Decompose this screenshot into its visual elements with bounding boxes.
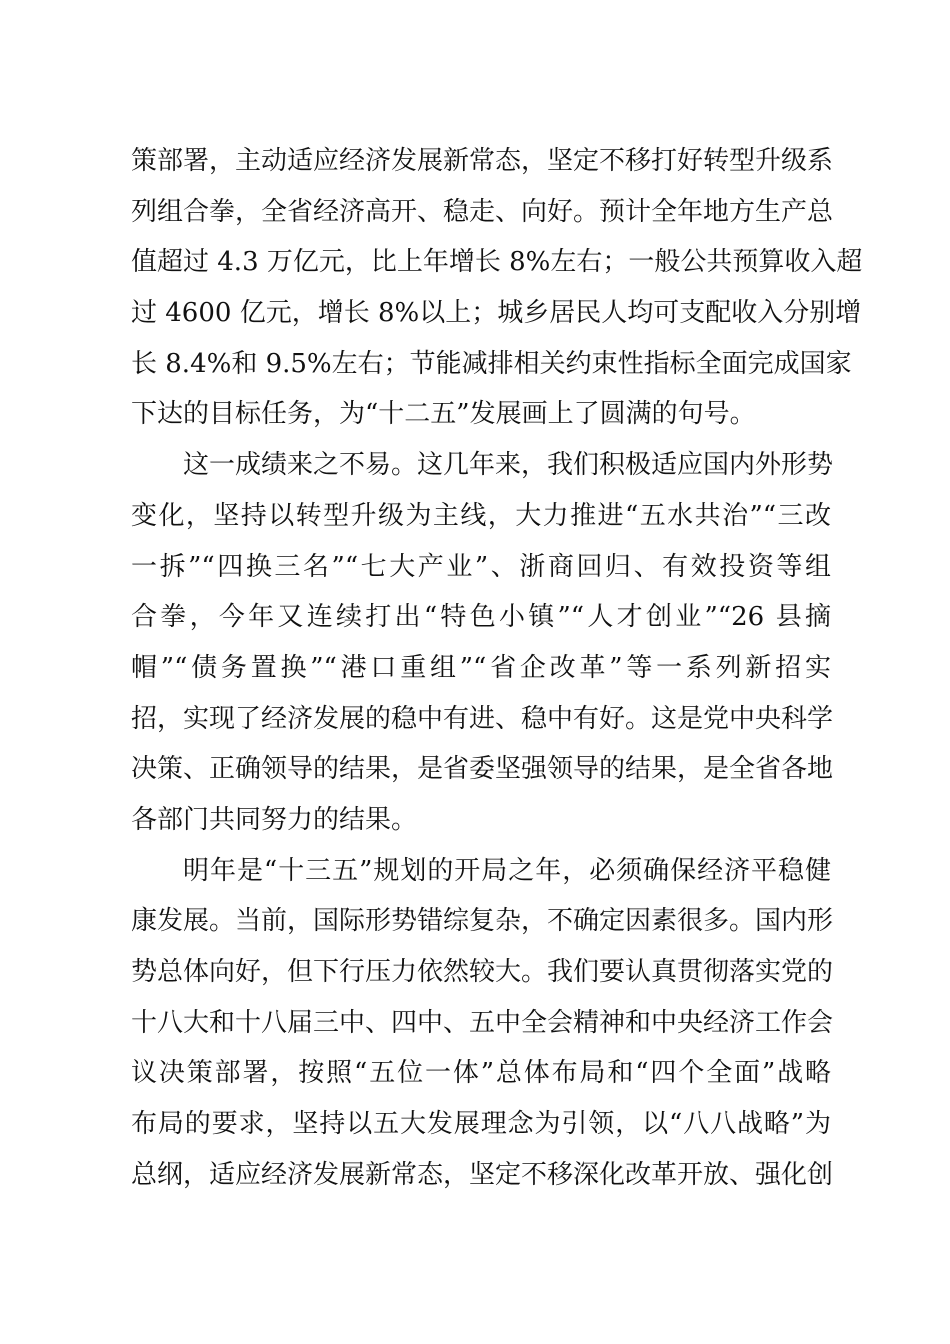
text-line: 合拳，今年又连续打出“特色小镇”“人才创业”“26 县摘 xyxy=(131,602,831,633)
text-line: 下达的目标任务，为“十二五”发展画上了圆满的句号。 xyxy=(131,399,756,430)
paragraph-2 xyxy=(131,440,834,846)
text-line: 过 4600 亿元，增长 8%以上；城乡居民人均可支配收入分别增 xyxy=(131,298,862,329)
paragraph-1 xyxy=(131,136,863,440)
text-line: 决策、正确领导的结果，是省委坚强领导的结果，是全省各地 xyxy=(131,754,834,785)
text-line: 一拆”“四换三名”“七大产业”、浙商回归、有效投资等组 xyxy=(131,551,831,582)
text-line: 策部署，主动适应经济发展新常态，坚定不移打好转型升级系 xyxy=(131,146,834,176)
text-line: 议决策部署，按照“五位一体”总体布局和“四个全面”战略 xyxy=(131,1058,831,1089)
text-line: 招，实现了经济发展的稳中有进、稳中有好。这是党中央科学 xyxy=(131,703,834,734)
document-body xyxy=(131,136,863,1200)
text-line: 各部门共同努力的结果。 xyxy=(131,804,418,835)
text-line: 值超过 4.3 万亿元，比上年增长 8%左右；一般公共预算收入超 xyxy=(131,247,863,278)
text-line: 总纲，适应经济发展新常态，坚定不移深化改革开放、强化创 xyxy=(131,1159,834,1190)
text-line: 列组合拳，全省经济高开、稳走、向好。预计全年地方生产总 xyxy=(131,196,834,227)
text-line: 明年是“十三五”规划的开局之年，必须确保经济平稳健 xyxy=(183,855,831,886)
text-line: 势总体向好，但下行压力依然较大。我们要认真贯彻落实党的 xyxy=(131,957,834,987)
text-line: 这一成绩来之不易。这几年来，我们积极适应国内外形势 xyxy=(183,450,834,481)
text-line: 变化，坚持以转型升级为主线，大力推进“五水共治”“三改 xyxy=(131,500,831,531)
paragraph-3 xyxy=(131,846,834,1201)
text-line: 长 8.4%和 9.5%左右；节能减排相关约束性指标全面完成国家 xyxy=(131,348,852,379)
text-line: 十八大和十八届三中、四中、五中全会精神和中央经济工作会 xyxy=(131,1007,834,1038)
text-line: 康发展。当前，国际形势错综复杂，不确定因素很多。国内形 xyxy=(131,906,834,937)
text-line: 帽”“债务置换”“港口重组”“省企改革”等一系列新招实 xyxy=(131,652,831,683)
text-line: 布局的要求，坚持以五大发展理念为引领，以“八八战略”为 xyxy=(131,1109,831,1140)
